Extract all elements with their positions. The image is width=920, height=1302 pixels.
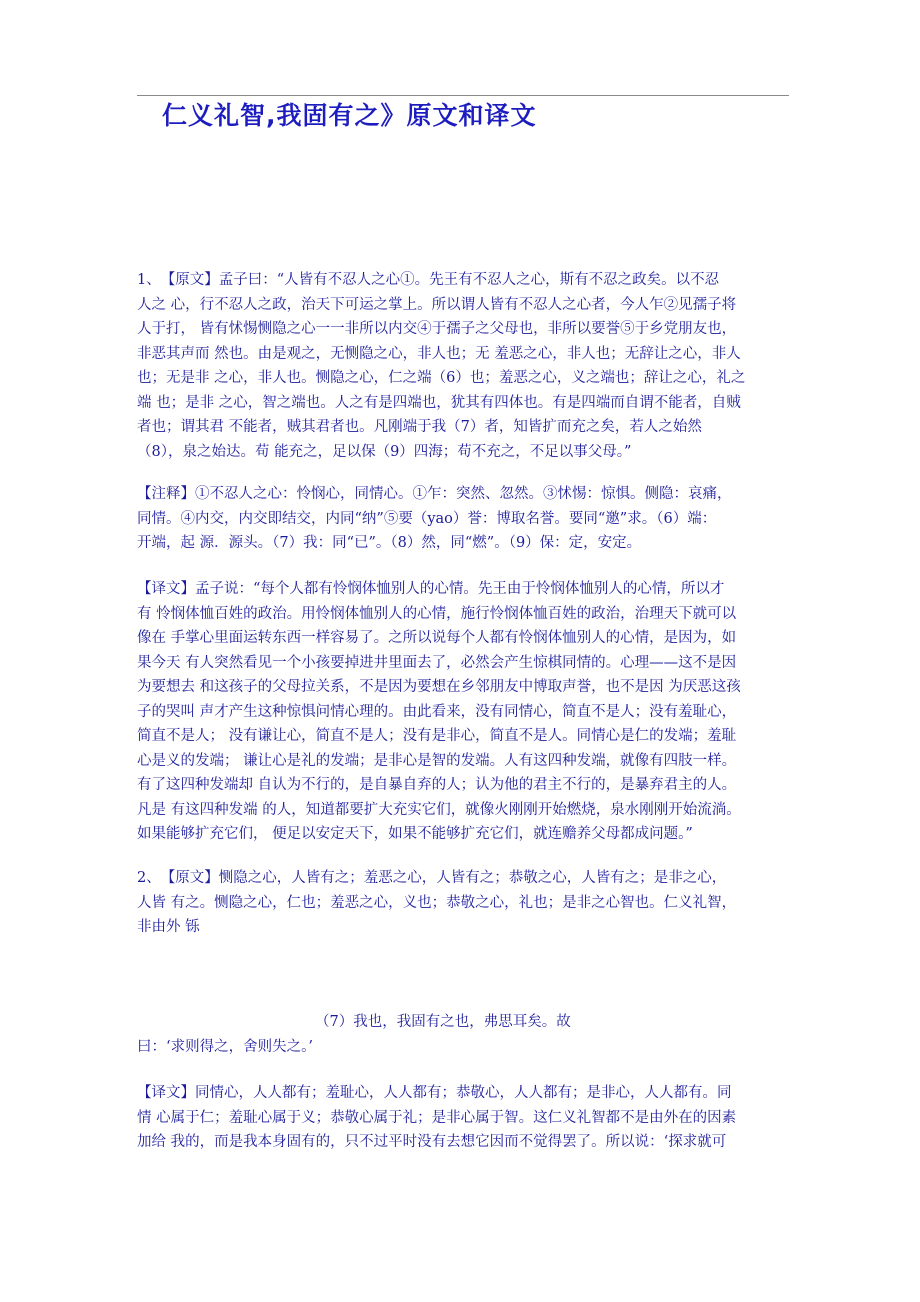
text-line: 非恶其声而 然也。由是观之，无恻隐之心，非人也；无 羞恶之心，非人也；无辞让之心，非人	[137, 345, 741, 362]
page-title: 仁义礼智,我固有之》原文和译文	[162, 101, 537, 130]
text-line: 像在 手掌心里面运转东西一样容易了。之所以说每个人都有怜悯体恤别人的心情，是因为，如	[137, 630, 737, 646]
section-1-translation	[137, 577, 783, 847]
section-2-translation	[137, 1081, 783, 1155]
text-line: 2、 【原文】恻隐之心，人皆有之；羞恶之心，人皆有之；恭敬之心，人皆有之；是非之心，	[137, 870, 727, 886]
text-line: 1、 【原文】孟子曰：“人皆有不忍人之心①。先王有不忍人之心，斯有不忍之政矣。以不忍	[137, 272, 720, 288]
text-line: 者也；谓其君 不能者，贼其君者也。凡刚端于我（7）者，知皆扩而充之矣，若人之始然	[137, 419, 702, 435]
section-2-original	[137, 866, 783, 940]
text-line: 为要想去 和这孩子的父母拉关系，不是因为要想在乡邻朋友中博取声誉，也不是因 为厌恶这孩	[137, 679, 741, 695]
text-line: 子的哭叫 声才产生这种惊惧问情心理的。由此看来，没有同情心，简直不是人；没有羞耻心，	[137, 703, 737, 720]
section-1-original	[137, 268, 783, 464]
section-2-continued	[137, 1010, 783, 1059]
text-line: 凡是 有这四种发端 的人，知道都要扩大充实它们，就像火刚刚开始燃烧，泉水刚刚开始流淌。	[137, 801, 741, 818]
text-line: 开端，起 源．源头。（7）我：同“已”。（8）然，同“燃”。（9）保：定，安定。	[137, 535, 642, 551]
section-1-notes	[137, 482, 783, 556]
text-line: 有 怜悯体恤百姓的政治。用怜悯体恤别人的心情，施行怜悯体恤百姓的政治，治理天下就可以	[137, 605, 737, 622]
text-line: （8），泉之始达。苟 能充之，足以保（9）四海；苟不充之，不足以事父母。”	[137, 443, 632, 460]
text-line: 【注释】①不忍人之心：怜悯心，同情心。①乍：突然、忽然。③怵惕：惊惧。侧隐：哀痛，	[137, 486, 732, 502]
text-line: 有了这四种发端却 自认为不行的，是自暴自弃的人；认为他的君主不行的，是暴弃君主的人。	[137, 777, 737, 793]
text-line: 曰：‘求则得之，舍则失之。’	[137, 1038, 313, 1055]
text-line: 【译文】孟子说：“每个人都有怜悯体恤别人的心情。先王由于怜悯体恤别人的心情，所以才	[137, 581, 725, 597]
text-line: 加给 我的，而是我本身固有的，只不过平时没有去想它因而不觉得罢了。所以说：‘探求就可	[137, 1134, 727, 1150]
text-line: 端 也；是非 之心，智之端也。人之有是四端也，犹其有四体也。有是四端而自谓不能者，自贼	[137, 394, 741, 411]
text-line: 也；无是非 之心，非人也。恻隐之心，仁之端（6）也；羞恶之心，义之端也；辞让之心，礼之	[137, 370, 746, 386]
text-line: 如果能够扩充它们， 便足以安定天下，如果不能够扩充它们，就连赡养父母都成问题。”	[137, 826, 693, 842]
text-line: 人之 心，行不忍人之政，治天下可运之掌上。所以谓人皆有不忍人之心者，今人乍②见孺子将	[137, 296, 737, 313]
text-line: 人皆 有之。恻隐之心，仁也；羞恶之心，义也；恭敬之心，礼也；是非之心智也。仁义礼智，	[137, 894, 737, 911]
text-line: 情 心属于仁；羞耻心属于义；恭敬心属于礼；是非心属于智。这仁义礼智都不是由外在的因素	[137, 1109, 737, 1126]
text-line: （7）我也，我固有之也，弗思耳矣。故	[315, 1014, 571, 1030]
text-line: 同情。④内交，内交即结交，内同“纳”⑤要（yao）誉：博取名誉。要同“邀”求。（6）端：	[137, 510, 717, 527]
text-line: 果今天 有人突然看见一个小孩要掉进井里面去了，必然会产生惊棋同情的。心理——这不是因	[137, 654, 737, 671]
text-line: 简直不是人； 没有谦让心，简直不是人；没有是非心，简直不是人。同情心是仁的发端；羞耻	[137, 728, 737, 744]
text-line: 【译文】同情心，人人都有；羞耻心，人人都有；恭敬心，人人都有；是非心，人人都有。同	[137, 1085, 732, 1101]
text-line: 心是义的发端； 谦让心是礼的发端；是非心是智的发端。人有这四种发端，就像有四肢一样。	[137, 752, 737, 769]
text-line: 非由外 铄	[137, 919, 200, 935]
text-line: 人于打， 皆有怵惕恻隐之心一一非所以内交④于孺子之父母也，非所以要誉⑤于乡党朋友也，	[137, 321, 737, 337]
